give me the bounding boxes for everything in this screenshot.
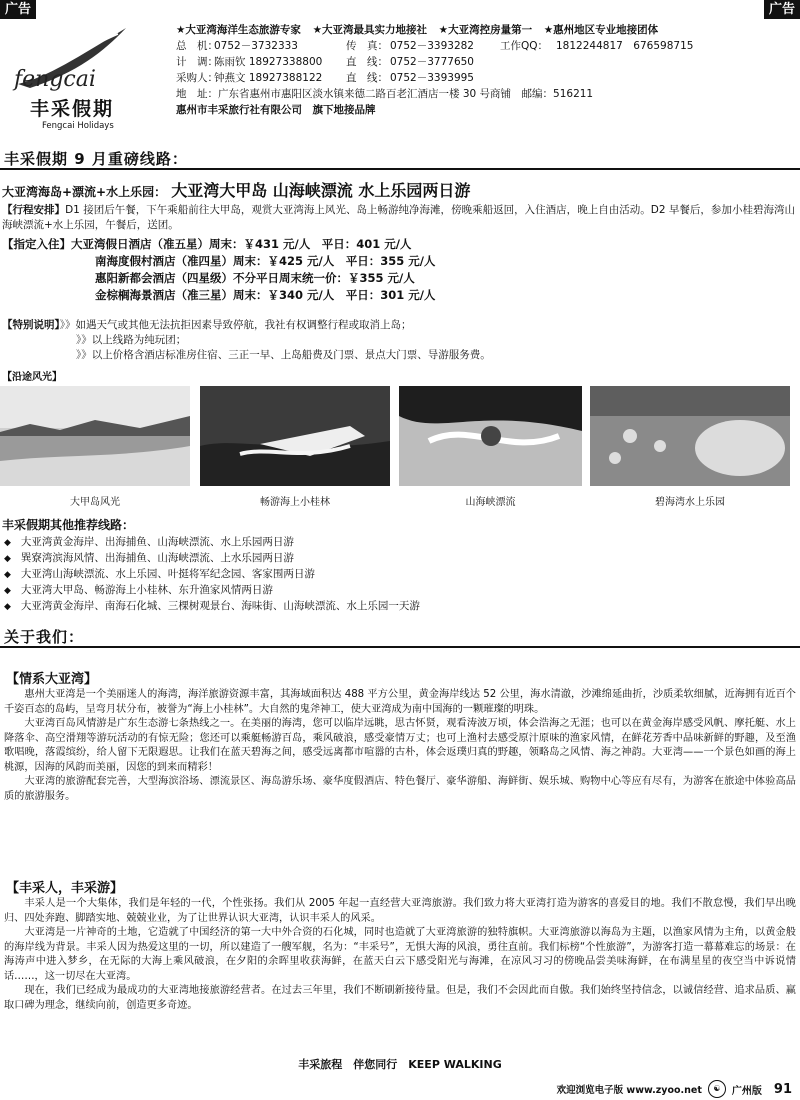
photo-boat	[200, 386, 390, 486]
footer-slogan: 丰采旅程 伴您同行 KEEP WALKING	[298, 1058, 502, 1071]
paragraph: 惠州大亚湾是一个美丽迷人的海湾，海洋旅游资源丰富，其海域面积达 488 平方公里，黄金海岸线达 52 公里，海水清澈，沙滩绵延曲折，沙质柔软细腻，近海拥有近百个千姿百态的岛屿，呈弯月状分布，被誉为“海上小桂林”。大自然的鬼斧神工，使大亚湾成为南中国海的一颗璀璨的明珠。	[4, 689, 796, 715]
hotel-item: 大亚湾假日酒店（准五星）周末：￥431 元/人 平日：401 元/人	[71, 237, 412, 251]
routes-title: 丰采假期 9 月重磅线路：	[4, 150, 188, 168]
itinerary-label: 【行程安排】	[2, 204, 66, 216]
leaf-logo-icon	[8, 22, 168, 92]
hotel-item: 南海度假村酒店（准四星）周末：￥425 元/人 平日：355 元/人	[95, 254, 436, 268]
contact-value: 钟燕文 18927388122	[214, 72, 323, 84]
paragraph: 大亚湾百岛风情游是广东生态游七条热线之一。在美丽的海湾，您可以临岸远眺，思古怀贤，观看涛波万顷，体会浩海之无涯；也可以在黄金海岸感受风帆、摩托艇、水上降落伞、高空滑翔等游玩活动的有惊无险；您还可以乘艇畅游百岛，乘风破浪，感受豪情万丈；也可上渔村去感受原汁原味的渔家风情，在鲜花芳香中品味新鲜的野趣，及至渔歌唱晚，落霞缤纷，给人留下无限遐思。让我们在蓝天碧海之间，感受远离都市喧嚣的古朴，体会返璞归真的野趣，领略岛之风情、海之神韵。大亚湾——一个景色如画的海上桃源，因海的风韵而美丽，因您的到来而精彩！	[4, 718, 796, 773]
hotel-row	[2, 287, 435, 304]
feature-heading	[2, 178, 470, 201]
ad-label-left: 广告	[0, 0, 36, 19]
contact-key: 采购人：	[176, 72, 218, 84]
about-section-1-body	[4, 688, 796, 804]
paragraph: 丰采人是一个大集体，我们是年轻的一代，个性张扬。我们从 2005 年起一直经营大亚湾旅游。我们致力将大亚湾打造为游客的喜爱目的地。我们不散怠慢，我们早出晚归、四处奔跑、脚踏实地、兢兢业业，为了让世界认识大亚湾，认识丰采人的风采。	[4, 898, 796, 924]
scenery-label: 【沿途风光】	[2, 372, 62, 383]
about-title: 关于我们：	[4, 628, 85, 646]
page-number: 91	[773, 1081, 792, 1097]
edition-label: 广州版	[731, 1085, 762, 1097]
beach-photo-icon	[0, 386, 190, 486]
paragraph: 现在，我们已经成为最成功的大亚湾地接旅游经营者。在过去三年里，我们不断刷新接待量。但是，我们不会因此而自傲。我们始终坚持信念，以诚信经营、追求品质、赢取口碑为理念，继续向前，创造更多奇迹。	[4, 985, 796, 1011]
list-item: ◆ 巽寮湾滨海风情、出海捕鱼、山海峡漂流、上水乐园两日游	[4, 551, 420, 567]
company-logo	[8, 22, 170, 131]
note-row	[2, 333, 491, 348]
itinerary	[2, 203, 795, 233]
slogan-4: ★惠州地区专业地接团体	[543, 24, 659, 36]
feature-title: 大亚湾大甲岛 山海峡漂流 水上乐园两日游	[171, 181, 471, 200]
note-item: 》》以上价格含酒店标准房住宿、三正一早、上岛船费及门票、景点大门票、导游服务费。	[76, 349, 491, 361]
other-routes-title: 丰采假期其他推荐线路：	[2, 518, 135, 532]
hotel-row	[2, 270, 435, 287]
contact-row-2	[176, 54, 796, 70]
contact-value: 0752－3777650	[390, 56, 474, 68]
hotels-block	[2, 236, 435, 304]
photo-caption: 大甲岛风光	[70, 497, 120, 508]
note-row	[2, 348, 491, 363]
slogan-2: ★大亚湾最具实力地接社	[312, 24, 427, 36]
paragraph: 大亚湾的旅游配套完善，大型海滨浴场、漂流景区、海岛游乐场、豪华度假酒店、特色餐厅、豪华游船、海鲜街、娱乐城、购物中心等应有尽有，为游客在旅途中体验高品质的旅游服务。	[4, 776, 796, 802]
publisher-logo-icon: ☯	[708, 1080, 726, 1098]
list-item: ◆ 大亚湾大甲岛、畅游海上小桂林、东升渔家风情两日游	[4, 583, 420, 599]
hotel-row	[2, 253, 435, 270]
logo-cn: 丰采假期	[30, 98, 115, 120]
list-item: ◆ 大亚湾山海峡漂流、水上乐园、叶挺将军纪念园、客家围两日游	[4, 567, 420, 583]
address: 地 址：广东省惠州市惠阳区淡水镇来德二路百老汇酒店一楼 30 号商铺 邮编：516211	[176, 88, 594, 100]
contact-value: 0752－3732333	[214, 40, 298, 52]
logo-wordmark: fengcai	[14, 67, 96, 92]
ad-label-right: 广告	[764, 0, 800, 19]
contact-key: 直 线：	[346, 72, 388, 84]
site-url: 欢迎浏览电子版 www.zyoo.net	[556, 1085, 702, 1096]
paragraph: 大亚湾是一片神奇的土地，它造就了中国经济的第一大中外合资的石化城，同时也造就了大亚湾旅游的独特旗帜。大亚湾旅游以海岛为主题，以渔家风情为主角，以黄金般的海岸线为背景。丰采人因为热爱这里的一切，所以建造了一艘军舰，名为：“丰采号”，无惧大海的风浪，勇往直前。我们标榜“个性旅游”，为游客打造一幕幕难忘的场景：在海涛声中进入梦乡，在无际的大海上乘风破浪，在夕阳的余晖里收获海鲜，在蓝天白云下感受阳光与海滩，在凉风习习的傍晚品尝美味海鲜，在布满星星的夜空当中诉说情话……，这一切尽在大亚湾。	[4, 927, 796, 982]
contact-key: 计 调：	[176, 56, 218, 68]
photo-rafting	[399, 386, 582, 486]
contact-value: 0752－3393995	[390, 72, 474, 84]
about-section-2-body	[4, 897, 796, 1013]
contact-value: 陈雨钦 18927338800	[214, 56, 323, 68]
notes-block	[2, 318, 491, 363]
contact-row-3	[176, 70, 796, 86]
hotel-item: 惠阳新都会酒店（四星级）不分平日周末统一价：￥355 元/人	[95, 271, 415, 285]
divider	[0, 168, 800, 170]
slogan-row	[176, 22, 796, 38]
hotel-row	[2, 236, 435, 253]
hotel-item: 金棕榈海景酒店（准三星）周末：￥340 元/人 平日：301 元/人	[95, 288, 436, 302]
photo-caption: 山海峡漂流	[465, 497, 516, 508]
notes-label: 【特别说明】	[2, 319, 60, 331]
slogan-1: ★大亚湾海洋生态旅游专家	[176, 24, 301, 36]
note-item: 》》以上线路为纯玩团；	[76, 334, 187, 346]
photo-caption: 畅游海上小桂林	[260, 497, 330, 508]
contact-value: 1812244817 676598715	[556, 40, 694, 52]
contact-key: 工作QQ：	[500, 40, 549, 52]
contact-key: 直 线：	[346, 56, 388, 68]
contact-value: 0752－3393282	[390, 40, 474, 52]
rafting-photo-icon	[399, 386, 582, 486]
list-item: ◆ 大亚湾黄金海岸、南海石化城、三棵树观景台、海味街、山海峡漂流、水上乐园一天游	[4, 599, 420, 615]
company-name: 惠州市丰采旅行社有限公司 旗下地接品牌	[176, 104, 376, 116]
contact-row-1	[176, 38, 796, 54]
note-row	[2, 318, 491, 333]
itinerary-text: D1 接团后午餐，下午乘船前往大甲岛，观赏大亚湾海上风光、岛上畅游纯净海滩，傍晚乘船返回，入住酒店，晚上自由活动。D2 早餐后，参加小桂碧海湾山海峡漂流+水上乐园，午餐后，送团。	[2, 204, 795, 231]
hotel-label: 【指定入住】	[2, 237, 71, 251]
about-section-2-title: 【丰采人，丰采游】	[6, 881, 124, 896]
logo-en: Fengcai Holidays	[42, 121, 114, 131]
photo-caption: 碧海湾水上乐园	[655, 497, 725, 508]
waterpark-photo-icon	[590, 386, 790, 486]
slogan-3: ★大亚湾控房量第一	[438, 24, 533, 36]
about-section-1-title: 【情系大亚湾】	[6, 672, 98, 687]
other-routes-list	[4, 535, 420, 615]
list-item: ◆ 大亚湾黄金海岸、出海捕鱼、山海峡漂流、水上乐园两日游	[4, 535, 420, 551]
page-footer	[557, 1080, 792, 1098]
feature-prefix: 大亚湾海岛+漂流+水上乐园：	[2, 185, 167, 199]
note-item: 》》如遇天气或其他无法抗拒因素导致停航，我社有权调整行程或取消上岛；	[59, 319, 412, 331]
contact-key: 总 机：	[176, 40, 218, 52]
contact-key: 传 真：	[346, 40, 388, 52]
divider	[0, 646, 800, 648]
speedboat-photo-icon	[200, 386, 390, 486]
photo-waterpark	[590, 386, 790, 486]
photo-island	[0, 386, 190, 486]
header-info	[176, 22, 796, 118]
